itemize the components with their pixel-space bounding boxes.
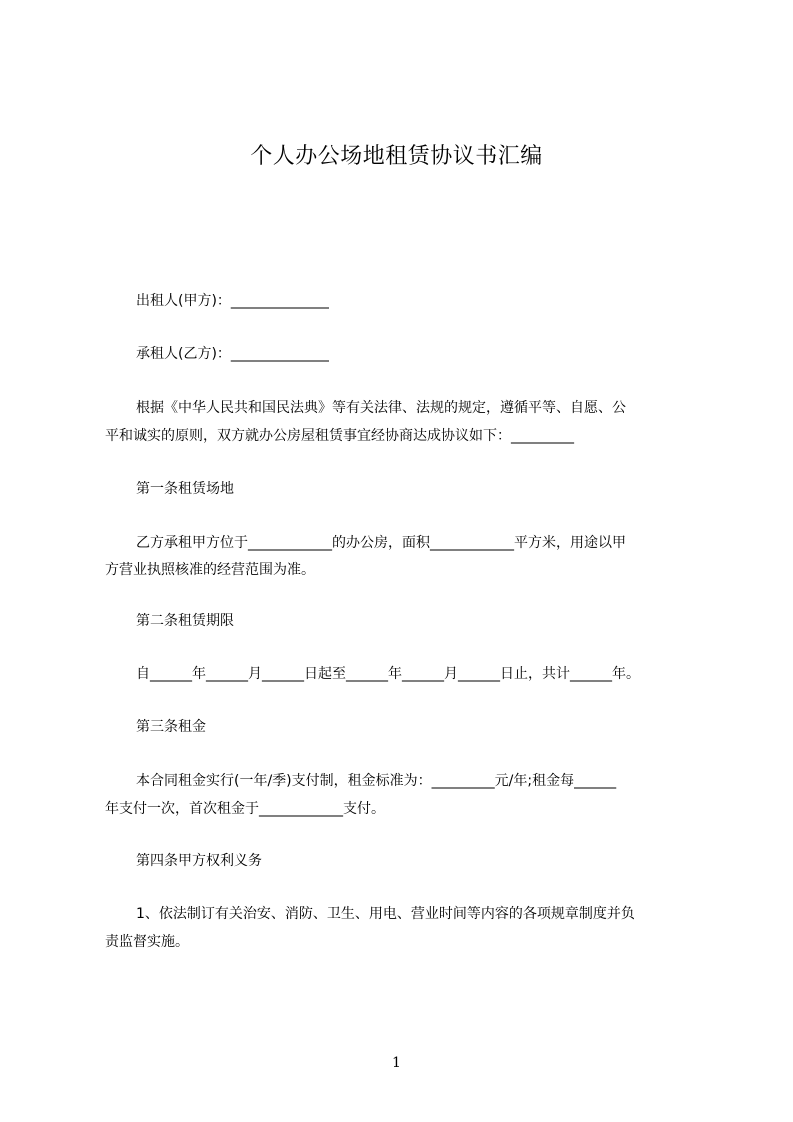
article-4-line-2: 责监督实施。 bbox=[105, 934, 189, 950]
page-number: 1 bbox=[392, 1055, 401, 1071]
article-1-line-2: 方营业执照核准的经营范围为准。 bbox=[105, 562, 315, 578]
article-3-heading: 第三条租金 bbox=[136, 719, 206, 735]
article-2-heading: 第二条租赁期限 bbox=[136, 613, 234, 629]
lessor-line: 出租人(甲方)：______________ bbox=[136, 293, 329, 309]
article-4-heading: 第四条甲方权利义务 bbox=[136, 853, 262, 869]
article-4-line-1: 1、依法制订有关治安、消防、卫生、用电、营业时间等内容的各项规章制度并负 bbox=[136, 906, 635, 922]
article-3-line-2: 年支付一次，首次租金于____________支付。 bbox=[105, 801, 385, 817]
article-2-line-1: 自______年______月______日起至______年______月______日止，共计______年。 bbox=[136, 666, 640, 682]
article-3-line-1: 本合同租金实行(一年/季)支付制，租金标准为：_________元/年;租金每______ bbox=[136, 773, 617, 789]
document-title: 个人办公场地租赁协议书汇编 bbox=[250, 144, 543, 169]
article-1-heading: 第一条租赁场地 bbox=[136, 481, 234, 497]
lessee-line: 承租人(乙方)：______________ bbox=[136, 346, 329, 362]
article-1-line-1: 乙方承租甲方位于____________的办公房，面积____________平方米，用途以甲 bbox=[136, 535, 626, 551]
preamble-line-1: 根据《中华人民共和国民法典》等有关法律、法规的规定，遵循平等、自愿、公 bbox=[136, 400, 626, 416]
preamble-line-2: 平和诚实的原则，双方就办公房屋租赁事宜经协商达成协议如下：_________ bbox=[105, 428, 574, 444]
